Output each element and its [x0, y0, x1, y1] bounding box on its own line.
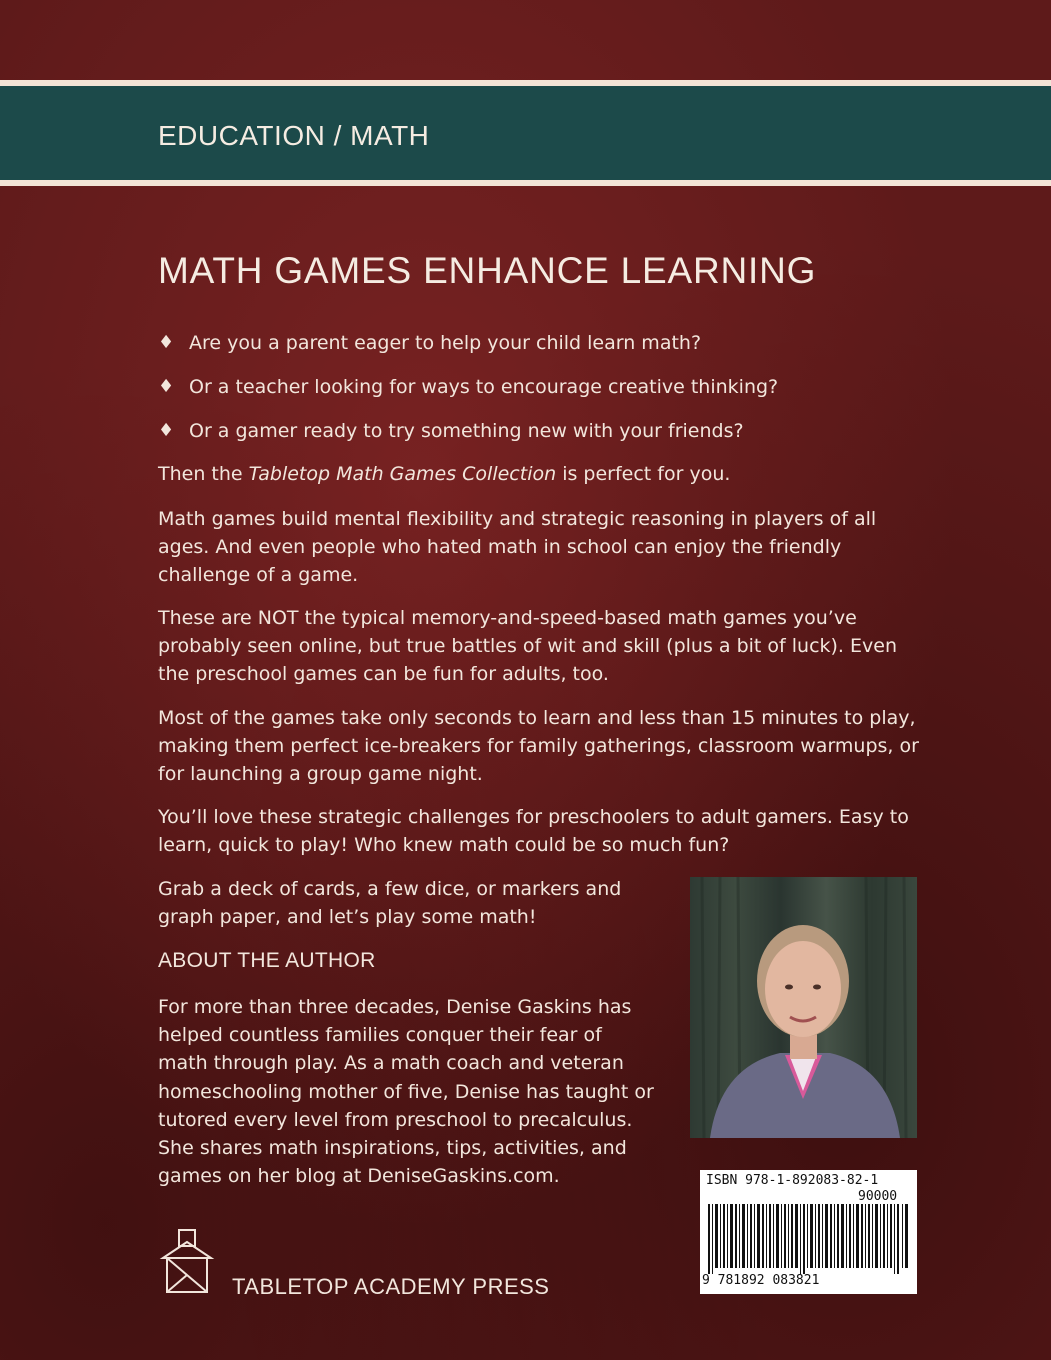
category-label: EDUCATION / MATH: [158, 120, 430, 151]
paragraph-strategic: You’ll love these strategic challenges for preschoolers to adult gamers. Easy to learn, quick to play! Who knew math could be so much fun?: [158, 806, 909, 856]
bio-line: helped countless families conquer their fear of: [158, 1024, 602, 1047]
question-text: Are you a parent eager to help your child learn math?: [189, 332, 702, 354]
bio-line: tutored every level from preschool to precalculus.: [158, 1108, 633, 1131]
question-text: Or a teacher looking for ways to encourage creative thinking?: [189, 376, 779, 398]
author-portrait-icon: [690, 877, 917, 1138]
question-item: [158, 330, 778, 374]
diamond-icon: ♦: [158, 420, 175, 441]
book-title: Tabletop Math Games Collection: [248, 463, 557, 485]
grab-deck-line-1: Grab a deck of cards, a few dice, or markers and: [158, 878, 622, 900]
intro-paragraph: [158, 460, 928, 488]
author-bio: [158, 993, 688, 1190]
bio-line: She shares math inspirations, tips, activities, and: [158, 1137, 627, 1160]
intro-text-start: Then the: [158, 463, 249, 485]
intro-text-end: is perfect for you.: [556, 463, 731, 485]
question-item: [158, 374, 778, 418]
house-tangram-logo: [157, 1228, 229, 1298]
isbn-label: ISBN 978-1-892083-82-1: [706, 1173, 879, 1188]
bio-line: For more than three decades, Denise Gaskins has: [158, 996, 632, 1018]
bio-line: math through play. As a math coach and veteran: [158, 1052, 624, 1075]
about-heading: ABOUT THE AUTHOR: [158, 949, 376, 972]
bio-line: games on her blog at DeniseGaskins.com.: [158, 1165, 560, 1188]
price-code: 90000: [858, 1189, 898, 1204]
question-list: [158, 330, 778, 462]
diamond-icon: ♦: [158, 376, 175, 397]
headline: MATH GAMES ENHANCE LEARNING: [158, 250, 817, 291]
paragraph-quick-games: Most of the games take only seconds to learn and less than 15 minutes to play, making them perfect ice-breakers for family gatherings, classroom warmups, or for launching a group game night.: [158, 707, 919, 785]
diamond-icon: ♦: [158, 332, 175, 353]
barcode-bars-icon: [706, 1204, 911, 1274]
question-item: [158, 418, 778, 462]
author-photo: [690, 877, 917, 1138]
paragraph-not-typical: These are NOT the typical memory-and-speed-based math games you’ve probably seen online, but true battles of wit and skill (plus a bit of luck). Even the preschool games can be fun for adults, too.: [158, 607, 897, 685]
grab-deck-line-2: graph paper, and let’s play some math!: [158, 906, 537, 928]
paragraph-grab-deck: [158, 875, 678, 931]
isbn-barcode: [700, 1170, 917, 1294]
bio-line: homeschooling mother of five, Denise has taught or: [158, 1080, 654, 1103]
isbn-digits: 9 781892 083821: [702, 1273, 820, 1288]
question-text: Or a gamer ready to try something new with your friends?: [189, 420, 744, 442]
paragraph-flexibility: Math games build mental flexibility and strategic reasoning in players of all ages. And even people who hated math in school can enjoy the friendly challenge of a game.: [158, 508, 877, 586]
publisher-name: TABLETOP ACADEMY PRESS: [232, 1274, 550, 1299]
